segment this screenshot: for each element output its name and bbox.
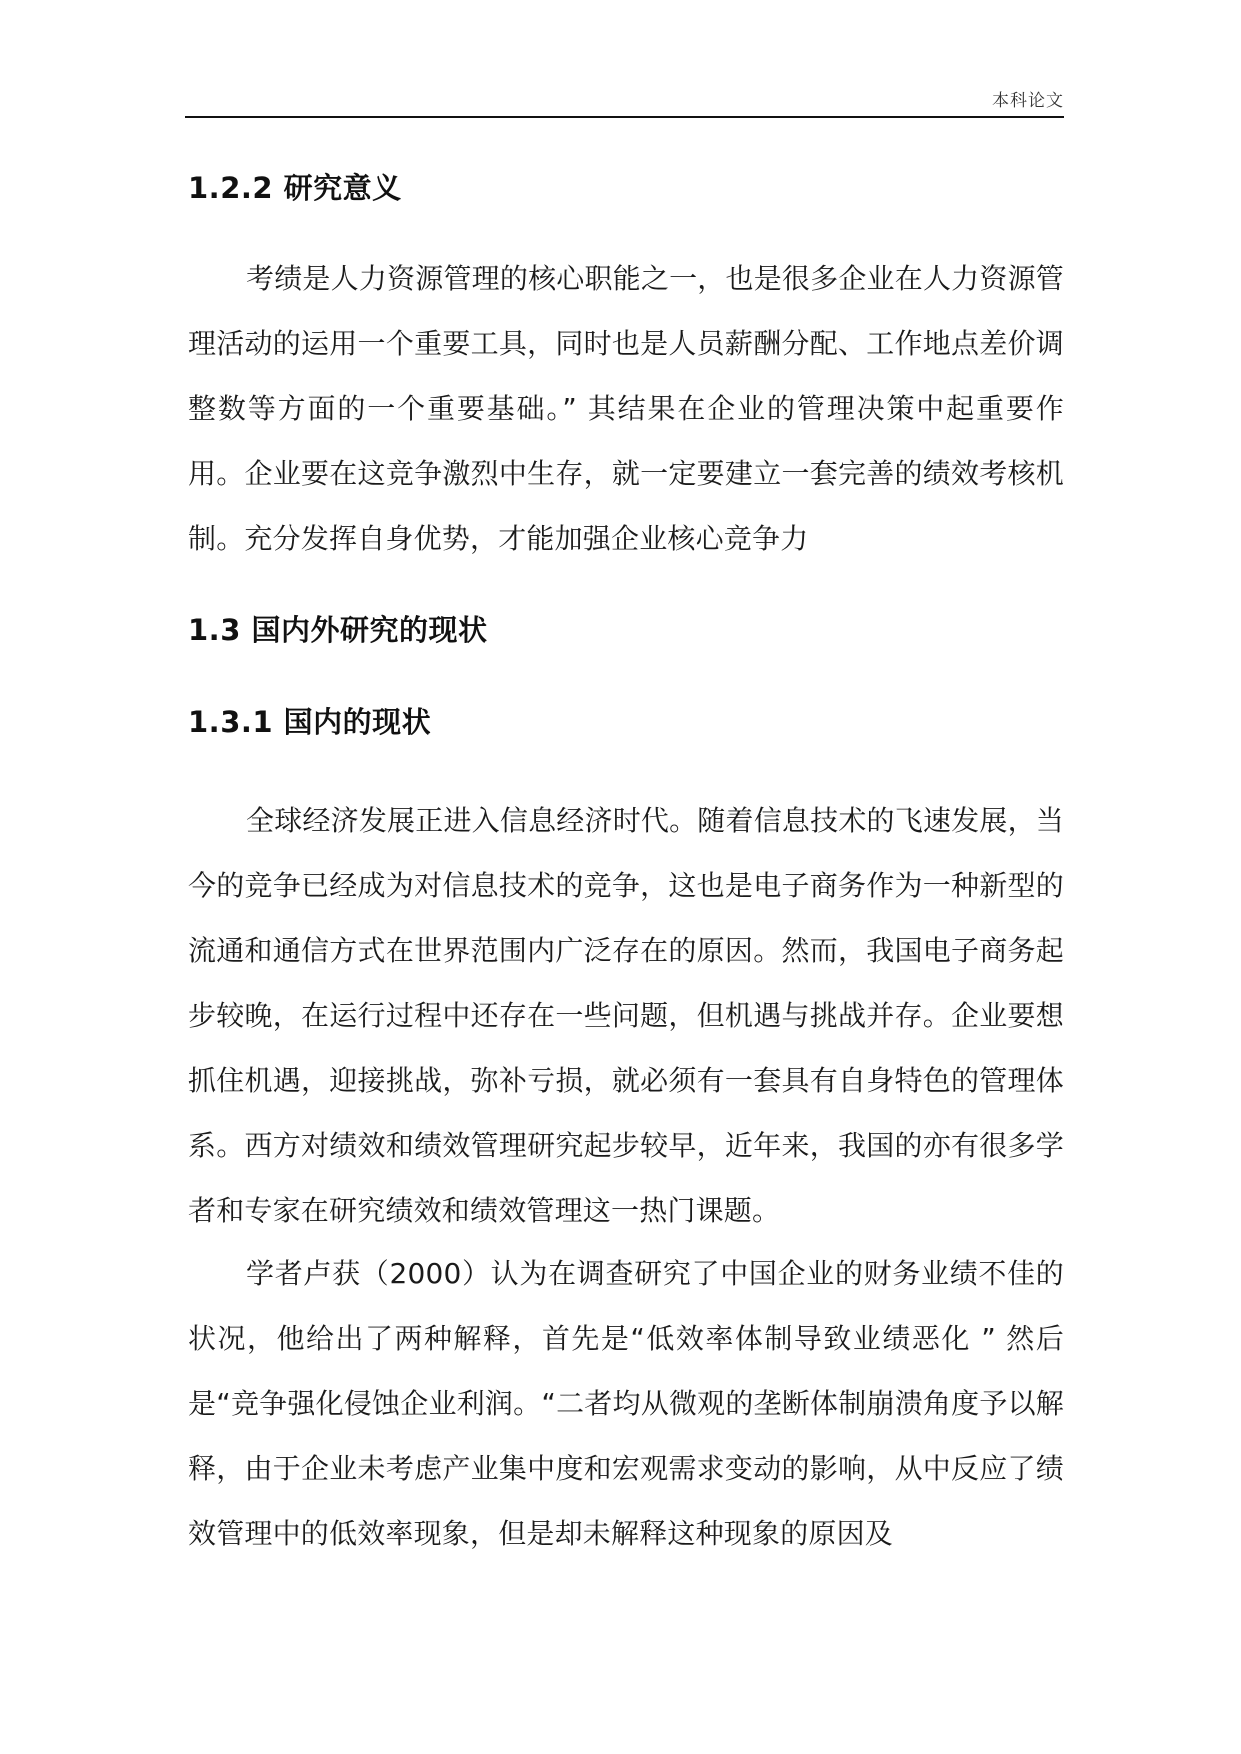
page-header <box>185 86 1064 118</box>
paragraph-research-significance: 考绩是人力资源管理的核心职能之一，也是很多企业在人力资源管理活动的运用一个重要工具，同时也是人员薪酬分配、工作地点差价调整数等方面的一个重要基础。” 其结果在企业的管理决策中起重要作用。企业要在这竞争激烈中生存，就一定要建立一套完善的绩效考核机制。充分发挥自身优势，才能加强企业核心竞争力 <box>188 262 1064 555</box>
section-heading-1-3-1: 1.3.1 国内的现状 <box>188 705 432 739</box>
paragraph-domestic-status-2: 学者卢获（2000）认为在调查研究了中国企业的财务业绩不佳的状况，他给出了两种解释，首先是“低效率体制导致业绩恶化 ” 然后是“竞争强化侵蚀企业利润。“二者均从微观的垄断体制崩溃角度予以解释，由于企业未考虑产业集中度和宏观需求变动的影响，从中反应了绩效管理中的低效率现象，但是却未解释这种现象的原因及 <box>188 1257 1064 1550</box>
paragraph-domestic-status-1: 全球经济发展正进入信息经济时代。随着信息技术的飞速发展，当今的竞争已经成为对信息技术的竞争，这也是电子商务作为一种新型的流通和通信方式在世界范围内广泛存在的原因。然而，我国电子商务起步较晚，在运行过程中还存在一些问题，但机遇与挑战并存。企业要想抓住机遇，迎接挑战，弥补亏损，就必须有一套具有自身特色的管理体系。西方对绩效和绩效管理研究起步较早，近年来，我国的亦有很多学者和专家在研究绩效和绩效管理这一热门课题。 <box>188 804 1064 1227</box>
section-heading-1-3: 1.3 国内外研究的现状 <box>188 613 488 647</box>
header-label: 本科论文 <box>992 91 1064 111</box>
section-heading-1-2-2: 1.2.2 研究意义 <box>188 171 402 205</box>
